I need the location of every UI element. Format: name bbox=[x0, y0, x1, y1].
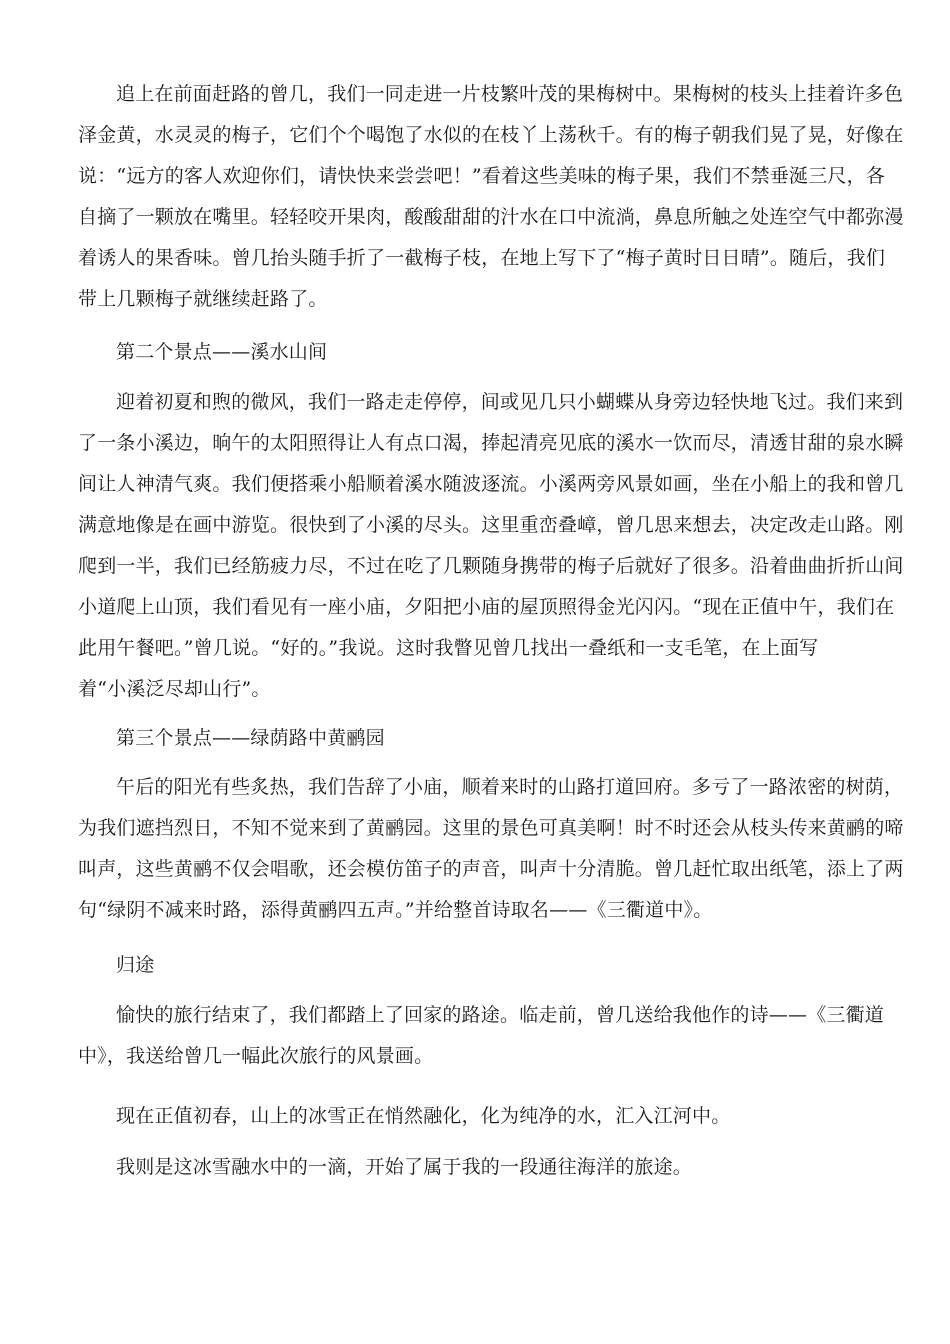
paragraph-ending bbox=[116, 1147, 836, 1188]
text-line: 追上在前面赶路的曾几，我们一同走进一片枝繁叶茂的果梅树中。果梅树的枝头上挂着许多色 bbox=[116, 83, 904, 105]
heading-text: 第二个景点——溪水山间 bbox=[116, 341, 328, 363]
text-line: 愉快的旅行结束了，我们都踏上了回家的路途。临走前，曾几送给我他作的诗——《三衢道 bbox=[116, 1004, 885, 1026]
text-line: 叫声，这些黄鹂不仅会唱歌，还会模仿笛子的声音，叫声十分清脆。曾几赶忙取出纸笔，添上了两 bbox=[78, 858, 904, 880]
text-line: 为我们遮挡烈日，不知不觉来到了黄鹂园。这里的景色可真美啊！时不时还会从枝头传来黄鹂的啼 bbox=[78, 817, 904, 839]
paragraph-oriole-garden bbox=[78, 767, 904, 931]
text-line: 迎着初夏和煦的微风，我们一路走走停停，间或见几只小蝴蝶从身旁边轻快地飞过。我们来到 bbox=[116, 391, 904, 413]
text-line: 了一条小溪边，晌午的太阳照得让人有点口渴，捧起清亮见底的溪水一饮而尽，清透甘甜的泉水瞬 bbox=[78, 432, 904, 454]
heading-text: 归途 bbox=[116, 954, 155, 976]
text-line: 泽金黄，水灵灵的梅子，它们个个喝饱了水似的在枝丫上荡秋千。有的梅子朝我们晃了晃，好像在 bbox=[78, 124, 904, 146]
section-heading-stream bbox=[116, 332, 836, 373]
text-line: 着诱人的果香味。曾几抬头随手折了一截梅子枝，在地上写下了“梅子黄时日日晴”。随后，我们 bbox=[78, 247, 886, 269]
paragraph-early-spring bbox=[116, 1096, 836, 1137]
paragraph-stream-mountain bbox=[78, 382, 904, 710]
text-line: 句“绿阴不减来时路，添得黄鹂四五声。”并给整首诗取名——《三衢道中》。 bbox=[78, 899, 713, 921]
text-line: 现在正值初春，山上的冰雪正在悄然融化，化为纯净的水，汇入江河中。 bbox=[116, 1105, 731, 1127]
heading-text: 第三个景点——绿荫路中黄鹂园 bbox=[116, 727, 385, 749]
text-line: 爬到一半，我们已经筋疲力尽，不过在吃了几颗随身携带的梅子后就好了很多。沿着曲曲折折山间 bbox=[78, 555, 904, 577]
text-line: 午后的阳光有些炙热，我们告辞了小庙，顺着来时的山路打道回府。多亏了一路浓密的树荫， bbox=[116, 776, 904, 798]
text-line: 着“小溪泛尽却山行”。 bbox=[78, 678, 271, 700]
text-line: 中》，我送给曾几一幅此次旅行的风景画。 bbox=[78, 1045, 434, 1067]
text-line: 小道爬上山顶，我们看见有一座小庙，夕阳把小庙的屋顶照得金光闪闪。“现在正值中午，我们在 bbox=[78, 596, 895, 618]
section-heading-return bbox=[116, 945, 836, 986]
text-line: 我则是这冰雪融水中的一滴，开始了属于我的一段通往海洋的旅途。 bbox=[116, 1156, 693, 1178]
text-line: 带上几颗梅子就继续赶路了。 bbox=[78, 288, 328, 310]
text-line: 此用午餐吧。”曾几说。“好的。”我说。这时我瞥见曾几找出一叠纸和一支毛笔，在上面写 bbox=[78, 637, 819, 659]
text-line: 自摘了一颗放在嘴里。轻轻咬开果肉，酸酸甜甜的汁水在口中流淌，鼻息所触之处连空气中都弥漫 bbox=[78, 206, 904, 228]
text-line: 间让人神清气爽。我们便搭乘小船顺着溪水随波逐流。小溪两旁风景如画，坐在小船上的我和曾几 bbox=[78, 473, 904, 495]
text-line: 说：“远方的客人欢迎你们，请快快来尝尝吧！”看着这些美味的梅子果，我们不禁垂涎三尺，各 bbox=[78, 165, 886, 187]
section-heading-oriole bbox=[116, 718, 836, 759]
text-line: 满意地像是在画中游览。很快到了小溪的尽头。这里重峦叠嶂，曾几思来想去，决定改走山路。刚 bbox=[78, 514, 904, 536]
paragraph-plum-grove bbox=[78, 74, 904, 320]
paragraph-return bbox=[78, 995, 885, 1077]
